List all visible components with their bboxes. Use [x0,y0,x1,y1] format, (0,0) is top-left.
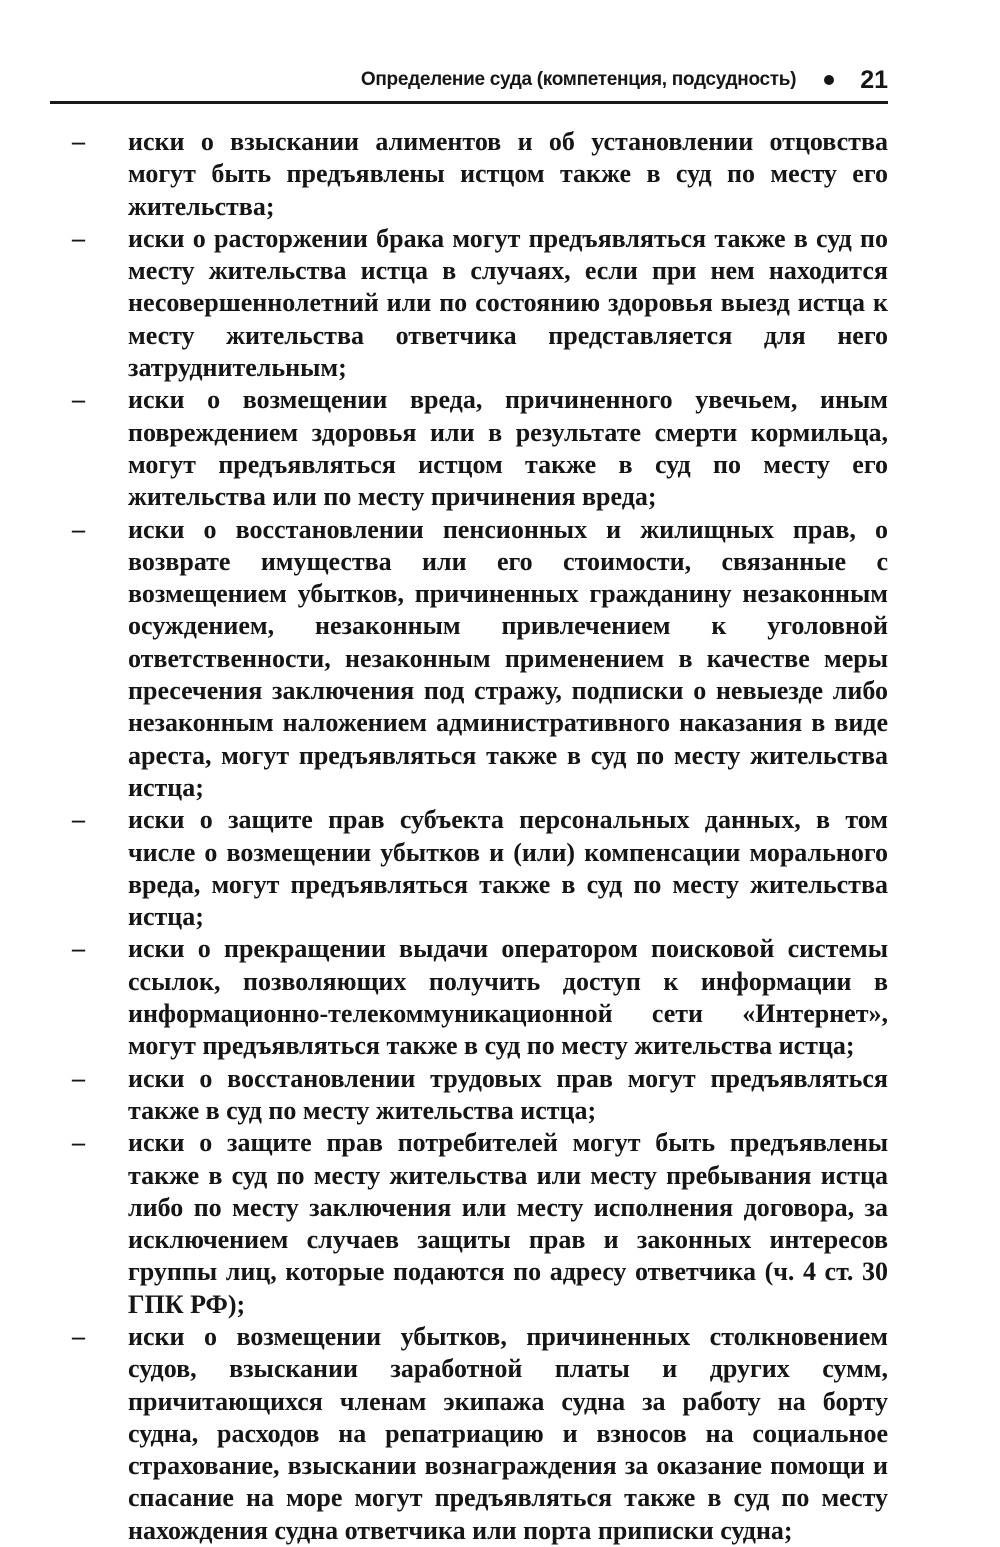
list-item [72,223,888,384]
list-item [72,384,888,513]
list-item-text: иски о восстановлении пенсионных и жилищных прав, о возврате имущества или его стоимости, связанные с возмещением убытков, причиненных гражданину незаконным осуждением, незаконным привлечением к уголовной ответственности, незаконным применением в качестве меры пресечения заключения под стражу, подписки о невыезде либо незаконным наложением административного наказания в виде ареста, могут предъявляться также в суд по месту жительства истца; [128,514,888,802]
page-number: 21 [860,65,888,94]
running-title: Определение суда (компетенция, подсудность) [360,69,797,90]
list-dash: – [72,514,85,544]
list-item-text: иски о возмещении вреда, причиненного увечьем, иным повреждением здоровья или в результате смерти кормильца, могут предъявляться истцом также в суд по месту его жительства или по месту причинения вреда; [128,385,888,512]
list-item-text: иски о защите прав субъекта персональных данных, в том числе о возмещении убытков и (или) компенсации морального вреда, могут предъявляться также в суд по месту жительства истца; [128,805,888,932]
header-rule [50,101,888,104]
list-item-text: иски о возмещении убытков, причиненных столкновением судов, взыскании заработной платы и других сумм, причитающихся членам экипажа судна за работу на борту судна, расходов на репатриацию и взносов на социальное страхование, взыскании вознаграждения за оказание помощи и спасание на море могут предъявляться также в суд по месту нахождения судна ответчика или порта приписки судна; [128,1321,888,1545]
list-item [72,933,888,1062]
list-dash: – [72,934,85,964]
list-dash: – [72,805,85,835]
list-item [72,1321,888,1547]
bullet-separator-icon [824,75,834,85]
list-dash: – [72,385,85,415]
running-head [50,60,888,100]
list-dash: – [72,127,85,156]
list-item-text: иски о расторжении брака могут предъявляться также в суд по месту жительства истца в случаях, если при нем находится несовершеннолетний или по состоянию здоровья выезд истца к месту жительства ответчика представляется для него затруднительным; [128,223,888,383]
list-dash: – [72,1128,85,1158]
list-item [72,1127,888,1321]
list-item-text: иски о защите прав потребителей могут быть предъявлены также в суд по месту жительства или месту пребывания истца либо по месту заключения или месту исполнения договора, за исключением случаев защиты прав и законных интересов группы лиц, которые подаются по адресу ответчика (ч. 4 ст. 30 ГПК РФ); [128,1128,888,1319]
list-item-text: иски о прекращении выдачи оператором поисковой системы ссылок, позволяющих получить доступ к информации в информационно-телекоммуникационной сети «Интернет», могут предъявляться также в суд по месту жительства истца; [128,934,888,1061]
list-item [72,126,888,223]
list-item [72,1063,888,1128]
list-item [72,514,888,805]
body-text [72,126,888,1547]
list-item [72,804,888,933]
list-dash: – [72,1321,85,1351]
list-item-text: иски о восстановлении трудовых прав могут предъявляться также в суд по месту жительства истца; [128,1063,888,1125]
list-dash: – [72,1063,85,1093]
list-dash: – [72,223,85,253]
list-item-text: иски о взыскании алиментов и об установлении отцовства могут быть предъявлены истцом также в суд по месту его жительства; [128,127,888,221]
